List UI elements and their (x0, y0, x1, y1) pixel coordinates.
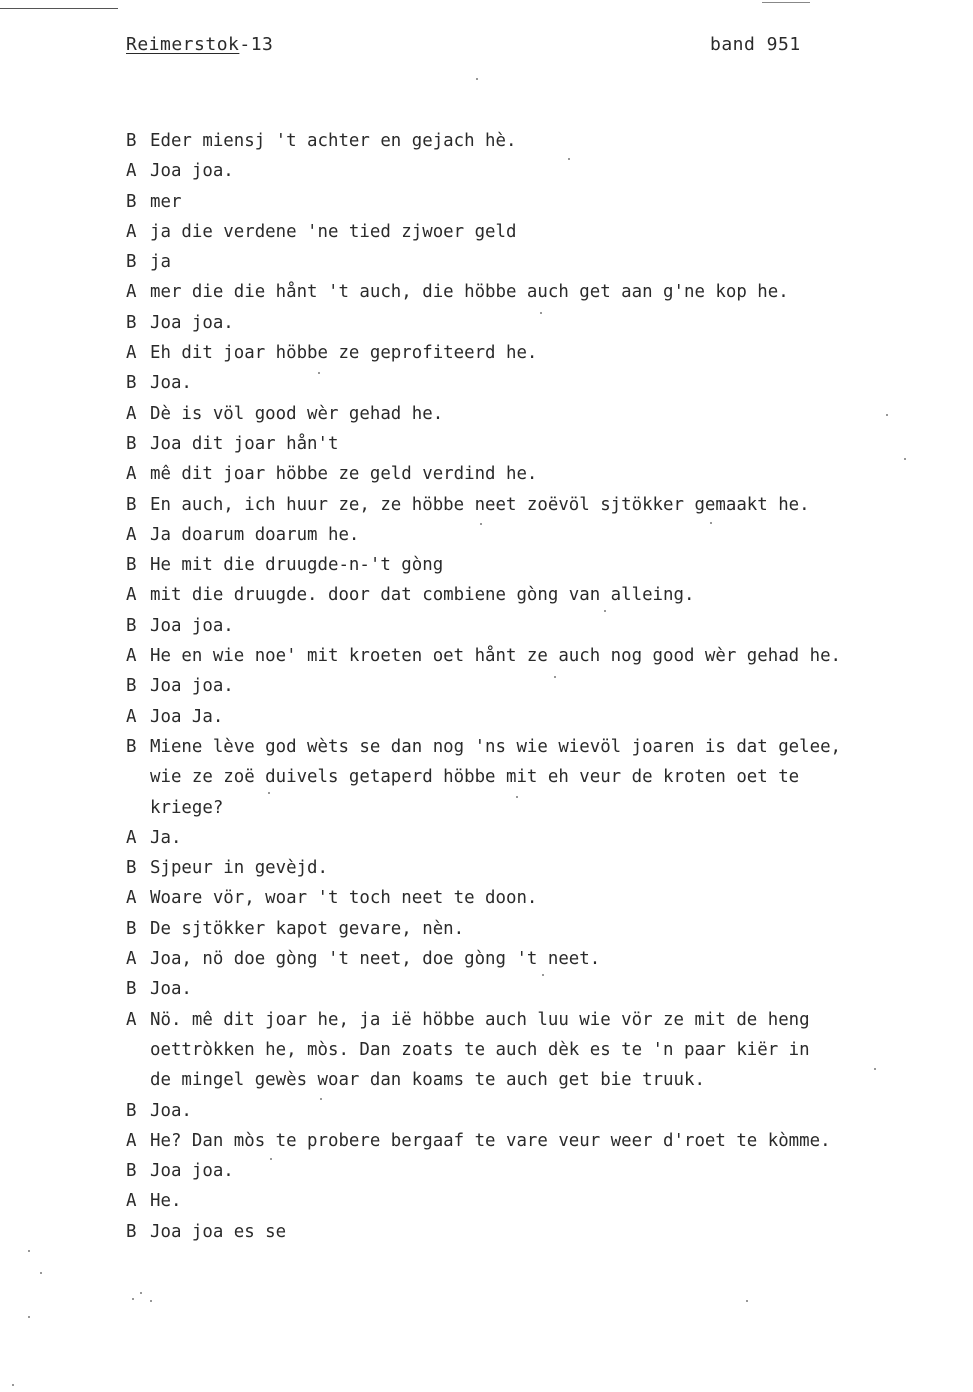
speaker-label: A (126, 888, 137, 909)
scan-speck (132, 1298, 134, 1300)
speaker-label: A (126, 403, 137, 424)
speaker-label: A (126, 221, 137, 242)
transcript-line (126, 1156, 971, 1186)
speaker-label: A (126, 1009, 137, 1030)
speaker-label: B (126, 979, 137, 1000)
scan-speck (268, 792, 270, 794)
transcript-line (126, 1126, 971, 1156)
utterance-text: Ja. (150, 827, 182, 848)
speaker-label: A (126, 1130, 137, 1151)
transcript-line (126, 156, 971, 186)
utterance-text: De sjtökker kapot gevare, nèn. (150, 918, 465, 939)
scan-speck (480, 523, 482, 525)
transcript (126, 126, 971, 1247)
speaker-label: B (126, 433, 137, 454)
transcript-line (126, 580, 971, 610)
scan-speck (476, 78, 478, 80)
speaker-label: A (126, 464, 137, 485)
speaker-label: B (126, 1221, 137, 1242)
scan-speck (540, 312, 542, 314)
scan-speck (318, 372, 320, 374)
transcript-line (126, 429, 971, 459)
utterance-text: wie ze zoë duivels getaperd höbbe mit eh veur de kroten oet te (150, 767, 800, 788)
utterance-text: Joa joa. (150, 161, 234, 182)
scan-speck (542, 974, 544, 976)
utterance-text: ja (150, 252, 171, 273)
utterance-text: Joa joa. (150, 676, 234, 697)
transcript-line (126, 550, 971, 580)
band-number: band 951 (710, 34, 801, 55)
utterance-text: Joa. (150, 979, 192, 1000)
utterance-text: Joa. (150, 373, 192, 394)
scan-speck (28, 1316, 30, 1318)
transcript-line (126, 459, 971, 489)
scan-speck (874, 1068, 876, 1070)
transcript-line (126, 217, 971, 247)
scan-speck (568, 158, 570, 160)
scan-speck (554, 676, 556, 678)
transcript-line-continuation (126, 762, 971, 792)
scan-speck (904, 458, 906, 460)
speaker-label: B (126, 615, 137, 636)
utterance-text: Miene lève god wèts se dan nog 'ns wie wievöl joaren is dat gelee, (150, 736, 842, 757)
speaker-label: A (126, 161, 137, 182)
scan-speck (40, 1272, 42, 1274)
utterance-text: En auch, ich huur ze, ze höbbe neet zoëvöl sjtökker gemaakt he. (150, 494, 810, 515)
scan-speck (150, 1300, 152, 1302)
transcript-line (126, 1217, 971, 1247)
speaker-label: A (126, 1191, 137, 1212)
speaker-label: B (126, 373, 137, 394)
scan-speck (516, 796, 518, 798)
utterance-text: Joa Ja. (150, 706, 224, 727)
scan-speck (270, 1158, 272, 1160)
transcript-line (126, 1096, 971, 1126)
transcript-line (126, 308, 971, 338)
transcript-line (126, 277, 971, 307)
scan-speck (746, 1300, 748, 1302)
speaker-label: B (126, 555, 137, 576)
utterance-text: mit die druugde. door dat combiene gòng van alleing. (150, 585, 695, 606)
transcript-line (126, 1186, 971, 1216)
scan-speck (28, 1250, 30, 1252)
speaker-label: B (126, 131, 137, 151)
speaker-label: A (126, 646, 137, 667)
transcript-line (126, 1005, 971, 1035)
transcript-line-continuation (126, 793, 971, 823)
transcript-line-continuation (126, 1065, 971, 1095)
utterance-text: mê dit joar höbbe ze geld verdind he. (150, 464, 538, 485)
transcript-line (126, 732, 971, 762)
speaker-label: A (126, 827, 137, 848)
utterance-text: ja die verdene 'ne tied zjwoer geld (150, 221, 517, 242)
scan-speck (710, 522, 712, 524)
speaker-label: B (126, 494, 137, 515)
speaker-label: B (126, 736, 137, 757)
utterance-text: kriege? (150, 797, 224, 818)
speaker-label: A (126, 282, 137, 303)
speaker-label: B (126, 676, 137, 697)
transcript-line (126, 520, 971, 550)
utterance-text: He? Dan mòs te probere bergaaf te vare veur weer d'roet te kòmme. (150, 1130, 831, 1151)
utterance-text: Joa joa. (150, 312, 234, 333)
speaker-label: A (126, 524, 137, 545)
utterance-text: Joa joa. (150, 1161, 234, 1182)
scan-speck (886, 414, 888, 416)
transcript-line (126, 368, 971, 398)
scan-speck (320, 1098, 322, 1100)
transcript-line (126, 399, 971, 429)
utterance-text: Eder miensj 't achter en gejach hè. (150, 131, 517, 151)
scan-speck (12, 1384, 14, 1386)
utterance-text: Eh dit joar höbbe ze geprofiteerd he. (150, 343, 538, 364)
speaker-label: B (126, 191, 137, 212)
utterance-text: Dè is völ good wèr gehad he. (150, 403, 444, 424)
utterance-text: Joa dit joar hån't (150, 433, 339, 454)
transcript-line (126, 944, 971, 974)
transcript-line (126, 702, 971, 732)
document-title-name: Reimerstok (126, 34, 240, 55)
top-rule-left (0, 8, 118, 9)
utterance-text: mer die die hånt 't auch, die höbbe auch get aan g'ne kop he. (150, 282, 789, 303)
document-title-number: -13 (239, 34, 274, 55)
utterance-text: Joa, nö doe gòng 't neet, doe gòng 't neet. (150, 949, 601, 970)
speaker-label: B (126, 312, 137, 333)
speaker-label: B (126, 918, 137, 939)
transcript-line (126, 671, 971, 701)
transcript-line (126, 853, 971, 883)
top-rule-right (762, 2, 810, 3)
speaker-label: B (126, 858, 137, 879)
transcript-line (126, 126, 971, 156)
utterance-text: de mingel gewès woar dan koams te auch get bie truuk. (150, 1070, 705, 1091)
transcript-line (126, 914, 971, 944)
speaker-label: B (126, 1100, 137, 1121)
transcript-line (126, 338, 971, 368)
utterance-text: He mit die druugde-n-'t gòng (150, 555, 444, 576)
speaker-label: A (126, 343, 137, 364)
scan-speck (604, 610, 606, 612)
utterance-text: mer (150, 191, 182, 212)
document-title (126, 34, 273, 55)
speaker-label: A (126, 706, 137, 727)
speaker-label: A (126, 585, 137, 606)
utterance-text: He. (150, 1191, 182, 1212)
transcript-line (126, 641, 971, 671)
speaker-label: B (126, 252, 137, 273)
utterance-text: oettròkken he, mòs. Dan zoats te auch dèk es te 'n paar kiër in (150, 1039, 810, 1060)
utterance-text: Nö. mê dit joar he, ja ië höbbe auch luu wie vör ze mit de heng (150, 1009, 810, 1030)
utterance-text: Sjpeur in gevèjd. (150, 858, 328, 879)
scan-speck (140, 1292, 142, 1294)
transcript-line-continuation (126, 1035, 971, 1065)
transcript-line (126, 883, 971, 913)
transcript-line (126, 490, 971, 520)
utterance-text: Woare vör, woar 't toch neet te doon. (150, 888, 538, 909)
transcript-line (126, 247, 971, 277)
transcript-line (126, 974, 971, 1004)
speaker-label: B (126, 1161, 137, 1182)
utterance-text: Joa. (150, 1100, 192, 1121)
speaker-label: A (126, 949, 137, 970)
transcript-line (126, 187, 971, 217)
utterance-text: Ja doarum doarum he. (150, 524, 360, 545)
utterance-text: Joa joa. (150, 615, 234, 636)
utterance-text: He en wie noe' mit kroeten oet hånt ze auch nog good wèr gehad he. (150, 646, 842, 667)
utterance-text: Joa joa es se (150, 1221, 287, 1242)
transcript-line (126, 611, 971, 641)
transcript-line (126, 823, 971, 853)
